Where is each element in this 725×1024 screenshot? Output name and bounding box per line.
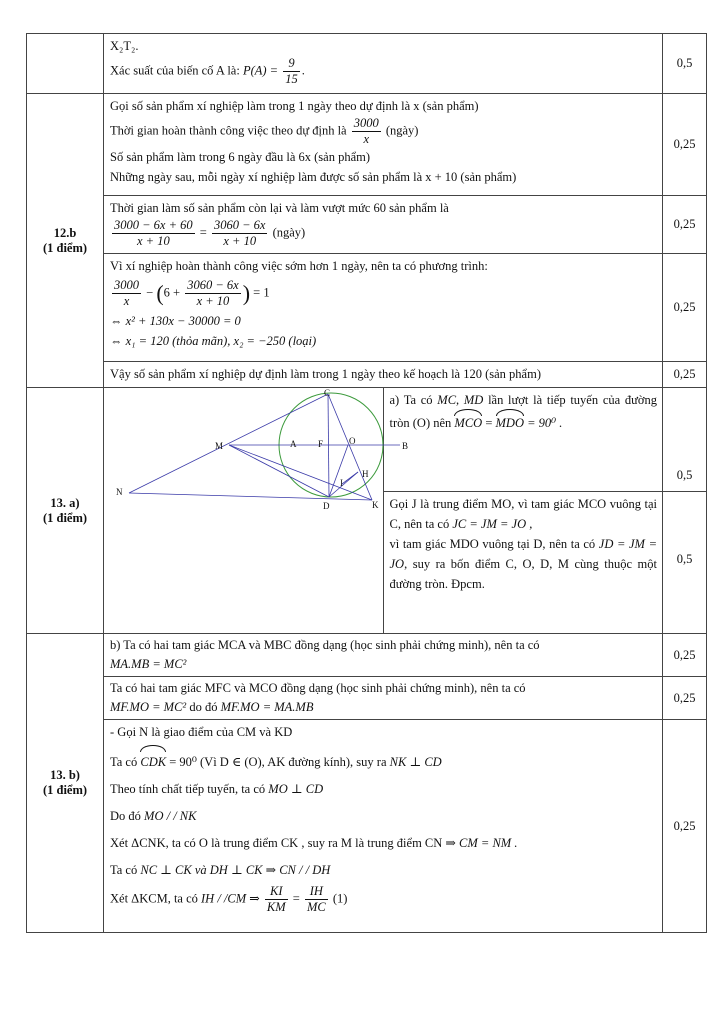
numerator: 3000 [114, 278, 139, 292]
math: NK ⊥ CD [389, 755, 442, 769]
content-cell [104, 677, 663, 720]
geometry-figure [104, 388, 414, 633]
text-line: Ta có hai tam giác MFC và MCO đồng dạng (học sinh phải chứng minh), nên ta có [110, 681, 526, 695]
question-label: 13. a) [50, 495, 80, 510]
text-line [110, 776, 657, 803]
score-cell: 0,5 [663, 492, 707, 634]
score-cell: 0,25 [663, 94, 707, 196]
text: − [146, 285, 154, 300]
math: MO ⊥ CD [268, 782, 324, 796]
denominator: KM [266, 900, 286, 914]
numerator: 3000 − 6x + 60 [114, 218, 193, 232]
fraction [305, 884, 328, 915]
fraction [112, 218, 195, 249]
text: = 1 [253, 285, 270, 300]
points-label: (1 điểm) [42, 783, 88, 797]
text: Thời gian hoàn thành công việc theo dự định là [110, 123, 347, 138]
label-a: A [290, 439, 297, 449]
table-row [27, 94, 707, 196]
math: MF.MO = MC² [110, 700, 187, 714]
content-cell [104, 94, 663, 196]
text: (1) [332, 891, 348, 906]
numerator: 3060 − 6x [213, 218, 266, 232]
label-o: O [349, 436, 356, 446]
text-line [110, 884, 657, 915]
fraction [283, 56, 300, 87]
text: = 90⁰ (Vì D ∈ (O), AK đường kính), suy ra [169, 755, 387, 769]
numerator: 9 [283, 56, 300, 72]
table-row [27, 720, 707, 933]
angle: CDK [140, 746, 166, 776]
text-line: X₂T₂. [110, 39, 139, 53]
segment-nc [129, 394, 328, 493]
equation-line [110, 218, 657, 249]
text-line [110, 698, 657, 717]
fraction [212, 218, 267, 249]
segment-ck [328, 394, 372, 500]
content-cell [104, 634, 663, 677]
angle: MDO [496, 410, 524, 433]
table-row [27, 634, 707, 677]
denominator: x + 10 [223, 234, 257, 248]
text: . [301, 63, 305, 78]
paren-close: ) [242, 280, 251, 306]
text: (ngày) [272, 225, 306, 240]
math: MA.MB = MC² [110, 657, 187, 671]
answer-table [26, 33, 707, 933]
label-f: F [318, 439, 324, 449]
content-cell [383, 492, 663, 634]
label-k: K [372, 500, 379, 510]
score-cell: 0,25 [663, 196, 707, 254]
table-row [27, 388, 707, 492]
probability-line [110, 56, 657, 87]
points-label: (1 điểm) [42, 240, 88, 255]
math: NC ⊥ CK và DH ⊥ CK ⇒ CN / / DH [140, 863, 331, 877]
text: a) Ta có [389, 393, 433, 407]
equation-line: ⇔ x₁ = 120 (thỏa mãn), x₂ = −250 (loại) [110, 334, 317, 348]
table-row [27, 196, 707, 254]
angle: MCO [454, 410, 482, 433]
segment-cd [328, 394, 329, 497]
figure-cell [104, 388, 409, 634]
math: CM = NM . [459, 836, 518, 850]
text-line [110, 746, 657, 776]
denominator: MC [306, 900, 326, 914]
text-line: - Gọi N là giao điểm của CM và KD [110, 725, 293, 739]
score-cell: 0,25 [663, 254, 707, 362]
score-cell: 0,25 [663, 362, 707, 388]
text-line: Những ngày sau, mỗi ngày xí nghiệp làm được số sản phẩm là x + 10 (sản phẩm) [110, 170, 517, 184]
equation-line: ⇔ x² + 130x − 30000 = 0 [110, 314, 241, 328]
math: JD = JM = JO [389, 537, 658, 571]
score-cell: 0,25 [663, 634, 707, 677]
numerator: 3060 − 6x [187, 278, 239, 292]
table-row [27, 677, 707, 720]
numerator: 3000 [353, 116, 379, 130]
label-m: M [215, 441, 224, 451]
denominator: x [363, 132, 369, 146]
table-row [27, 254, 707, 362]
label-i: I [340, 478, 343, 488]
segment-mk [229, 445, 372, 500]
math: P(A) = [242, 63, 279, 78]
text-line: Số sản phẩm làm trong 6 ngày đầu là 6x (sản phẩm) [110, 150, 371, 164]
text: Xét ΔCNK, ta có O là trung điểm CK , suy ra M là trung điểm CN ⇒ [110, 836, 456, 850]
text-line: b) Ta có hai tam giác MCA và MBC đồng dạng (học sinh phải chứng minh), nên ta có [110, 638, 540, 652]
text: 6 + [163, 285, 181, 300]
fraction [352, 116, 381, 147]
text: Theo tính chất tiếp tuyến, ta có [110, 782, 266, 796]
content-cell [104, 34, 663, 94]
text: lần lượt là tiếp tuyến của đường tròn (O) nên [389, 393, 658, 430]
table-row [27, 34, 707, 94]
fraction [265, 884, 288, 915]
text-line [110, 830, 657, 857]
content-cell [104, 254, 663, 362]
text-line: Vì xí nghiệp hoàn thành công việc sớm hơn 1 ngày, nên ta có phương trình: [110, 259, 488, 273]
math: MO / / NK [144, 809, 197, 823]
text: = [199, 225, 207, 240]
points-label: (1 điểm) [42, 510, 88, 525]
text: Ta có [110, 755, 138, 769]
text: = [292, 891, 300, 906]
math: MF.MO = MA.MB [220, 700, 314, 714]
label-cell [27, 634, 104, 933]
text: do đó [189, 700, 218, 714]
denominator: 15 [285, 72, 298, 86]
text-line: Vậy số sản phẩm xí nghiệp dự định làm trong 1 ngày theo kế hoạch là 120 (sản phẩm) [110, 367, 541, 381]
denominator: x [123, 294, 130, 308]
text-line: Gọi số sản phẩm xí nghiệp làm trong 1 ngày theo dự định là x (sản phẩm) [110, 99, 479, 113]
segment-md [229, 445, 329, 497]
denominator: x + 10 [196, 294, 230, 308]
label-n: N [116, 487, 123, 497]
text: Gọi J là trung điểm MO, vì tam giác MCO vuông tại C, nên ta có [389, 497, 657, 531]
text: , suy ra bốn điểm C, O, D, M cùng thuộc một đường tròn. Đpcm. [389, 557, 657, 591]
content-cell [104, 720, 663, 933]
score-cell: 0,25 [663, 677, 707, 720]
text: Ta có [110, 863, 138, 877]
text-line [110, 803, 657, 830]
score-cell: 0,25 [663, 720, 707, 933]
content-cell [104, 196, 663, 254]
score-cell: 0,5 [663, 34, 707, 94]
numerator: KI [265, 884, 288, 900]
content-cell [383, 388, 663, 492]
text: Xét ΔKCM, ta có [110, 891, 198, 906]
label-cell [27, 94, 104, 388]
score-cell: 0,5 [663, 388, 707, 492]
segment-ih [342, 472, 358, 484]
text: vì tam giác MDO vuông tại D, nên ta có [389, 537, 596, 551]
question-label: 13. b) [50, 768, 80, 782]
equation-line [110, 278, 657, 309]
numerator: IH [305, 884, 328, 900]
text: (ngày) [385, 123, 419, 138]
math: MC, MD [437, 393, 484, 407]
text-line [110, 116, 657, 147]
text-line: Thời gian làm số sản phẩm còn lại và làm vượt mức 60 sản phẩm là [110, 201, 449, 215]
math: JC = JM = JO , [452, 517, 533, 531]
text: = [485, 416, 493, 430]
denominator: x + 10 [136, 234, 170, 248]
text-line [110, 857, 657, 884]
content-cell [104, 362, 663, 388]
label-h: H [362, 469, 369, 479]
text: Xác suất của biến cố A là: [110, 63, 240, 78]
label-cell [27, 388, 104, 634]
fraction [112, 278, 141, 309]
label-d: D [323, 501, 330, 511]
label-cell [27, 34, 104, 94]
table-row [27, 362, 707, 388]
paren-open: ( [156, 280, 164, 306]
text: Do đó [110, 809, 141, 823]
label-b: B [402, 441, 409, 451]
question-label: 12.b [53, 225, 77, 240]
math: IH / /CM ⇒ [201, 891, 260, 906]
label-c: C [324, 388, 331, 398]
fraction [185, 278, 240, 309]
math: = 90⁰ . [527, 416, 563, 430]
